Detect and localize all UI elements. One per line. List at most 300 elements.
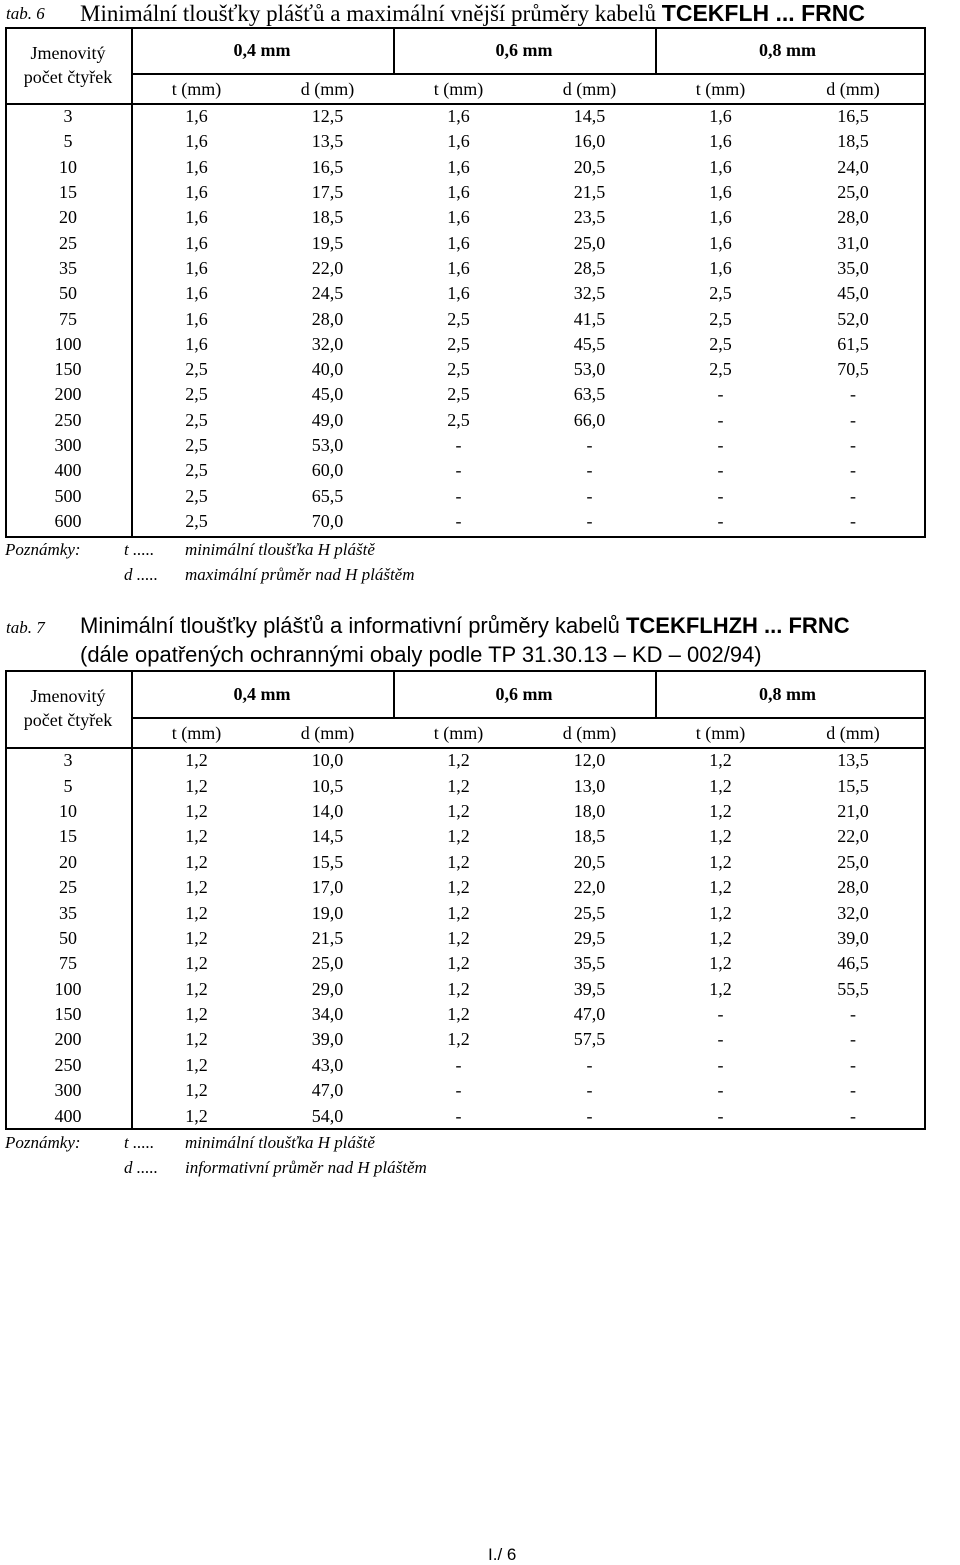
table6-row (5, 281, 920, 306)
table6-value-cell: 28,0 (311, 308, 344, 329)
table7-value-cell: 39,0 (837, 927, 869, 948)
table7-quad-count-cell: 100 (54, 978, 82, 999)
table6-value-cell: 70,0 (311, 510, 344, 531)
table7-value-cell: 43,0 (311, 1054, 344, 1075)
table7-value-cell: 21,5 (311, 927, 344, 948)
table7-value-cell: 17,0 (311, 877, 344, 898)
table6-row (5, 104, 920, 129)
table7-value-cell: 1,2 (447, 978, 470, 999)
table7-value-cell: 1,2 (447, 800, 470, 821)
table7-value-cell: 10,0 (311, 750, 344, 771)
table7-body (5, 748, 920, 1129)
table7-quad-count-cell: 15 (59, 826, 77, 847)
table6-row (5, 382, 920, 407)
table7-value-cell: 1,2 (185, 978, 208, 999)
table7-value-cell: - (717, 1029, 724, 1050)
table6-value-cell: 32,0 (311, 333, 344, 354)
table6-value-cell: - (717, 384, 724, 405)
table6-value-cell: 1,6 (447, 283, 470, 304)
table7-value-cell: 1,2 (709, 902, 732, 923)
table7-value-cell: 29,5 (573, 927, 606, 948)
table7-value-cell: 1,2 (709, 826, 732, 847)
table6-value-cell: 13,5 (311, 131, 344, 152)
table7-value-cell: 1,2 (709, 800, 732, 821)
table7-row (5, 799, 920, 824)
table7-value-cell: - (850, 1080, 856, 1101)
table7-value-cell: 1,2 (185, 953, 208, 974)
table7-value-cell: 18,0 (573, 800, 606, 821)
table6-value-cell: 1,6 (709, 257, 732, 278)
page-number: I./ 6 (488, 1545, 517, 1564)
table6-value-cell: 1,6 (447, 207, 470, 228)
table6-value-cell: 31,0 (837, 232, 869, 253)
table7-value-cell: 1,2 (185, 1105, 208, 1126)
table6-value-cell: 52,0 (837, 308, 869, 329)
table6-title (80, 0, 865, 27)
table6-value-cell: 1,6 (447, 156, 470, 177)
table6-value-cell: 40,0 (311, 359, 344, 380)
table6-row (5, 155, 920, 180)
table7-title (80, 613, 850, 639)
table6-header-group-08: 0,8 mm (759, 40, 816, 60)
table6-header-group-06: 0,6 mm (495, 40, 553, 60)
table6-subheader-cell: t (mm) (695, 78, 746, 99)
table7-subheader-cell: t (mm) (695, 722, 746, 743)
table6-value-cell: - (455, 460, 462, 481)
table6-quad-count-cell: 3 (63, 106, 73, 127)
table7-value-cell: 1,2 (447, 877, 470, 898)
table7-value-cell: 25,0 (837, 851, 869, 872)
table7-note-t-text: minimální tloušťka H pláště (185, 1133, 375, 1152)
table6-value-cell: 16,0 (573, 131, 606, 152)
table6-value-cell: 1,6 (447, 257, 470, 278)
table7-value-cell: - (717, 1105, 724, 1126)
table6-row (5, 458, 920, 483)
table6-subheader-cell: d (mm) (300, 78, 355, 99)
table7-value-cell: 25,0 (311, 953, 344, 974)
table7-value-cell: - (850, 1029, 856, 1050)
table6-subheader-cell: t (mm) (433, 78, 484, 99)
table6-value-cell: 2,5 (447, 384, 470, 405)
table6-value-cell: 20,5 (573, 156, 606, 177)
table6-value-cell: 61,5 (837, 333, 869, 354)
table6-value-cell: 53,0 (573, 359, 606, 380)
table7-quad-count-cell: 150 (54, 1004, 82, 1025)
table7-row (5, 1053, 920, 1078)
table6-header-quads: Jmenovitý počet čtyřek (23, 43, 113, 87)
table6-value-cell: 14,5 (573, 106, 606, 127)
table6-value-cell: - (586, 435, 593, 455)
table6-value-cell: - (717, 510, 724, 531)
table7-value-cell: 18,5 (573, 826, 606, 847)
table7-value-cell: 22,0 (837, 826, 869, 847)
table6-value-cell: 2,5 (447, 359, 470, 380)
table7-notes-label: Poznámky: (5, 1133, 81, 1152)
table6-value-cell: 1,6 (185, 283, 208, 304)
table6-value-cell: 1,6 (709, 182, 732, 203)
table7-value-cell: 1,2 (709, 750, 732, 771)
table7-row (5, 1103, 920, 1128)
table7-row (5, 977, 920, 1002)
table7-subheader-cell: d (mm) (826, 722, 880, 743)
table7-value-cell: 25,5 (573, 902, 606, 923)
table6-row (5, 483, 920, 508)
table7-value-cell: 13,5 (837, 750, 869, 771)
table6-value-cell: 16,5 (311, 156, 344, 177)
table6-value-cell: 1,6 (185, 207, 208, 228)
table7-value-cell: 46,5 (837, 953, 869, 974)
table6-value-cell: - (717, 435, 724, 455)
table7-row (5, 900, 920, 925)
table7-value-cell: 1,2 (447, 953, 470, 974)
table7-quad-count-cell: 25 (59, 877, 77, 898)
table6-value-cell: 18,5 (311, 207, 344, 228)
table6-value-cell: 45,5 (573, 333, 606, 354)
table6-quad-count-cell: 50 (59, 283, 77, 304)
table6-value-cell: 1,6 (709, 106, 732, 127)
table6-title-product: TCEKFLH ... FRNC (661, 0, 865, 26)
table7-row (5, 1078, 920, 1103)
table7-value-cell: 29,0 (311, 978, 344, 999)
table6-value-cell: 49,0 (311, 409, 344, 430)
table6-row (5, 357, 920, 382)
table6-row (5, 408, 920, 433)
table7-value-cell: 21,0 (837, 800, 869, 821)
table6-value-cell: 1,6 (447, 106, 470, 127)
table6-value-cell: 2,5 (447, 308, 470, 329)
table6-value-cell: 32,5 (573, 283, 606, 304)
table6-value-cell: 41,5 (573, 308, 606, 329)
table6-value-cell: 2,5 (185, 409, 208, 430)
table6-value-cell: 1,6 (185, 257, 208, 278)
table6-value-cell: 2,5 (185, 435, 208, 455)
table7-header-group-06: 0,6 mm (495, 683, 553, 704)
table7-quad-count-cell: 400 (54, 1105, 82, 1126)
table6-value-cell: 2,5 (447, 409, 470, 430)
table7-value-cell: - (717, 1054, 724, 1075)
table6-quad-count-cell: 150 (54, 359, 82, 380)
table7-value-cell: 1,2 (185, 1004, 208, 1025)
table7-value-cell: 1,2 (447, 1029, 470, 1050)
table7-quad-count-cell: 300 (54, 1080, 82, 1101)
table6-subheader-cell: t (mm) (171, 78, 222, 99)
table6-value-cell: 2,5 (185, 460, 208, 481)
table6-title-text: Minimální tloušťky plášťů a maximální vnější průměry kabelů (80, 1, 662, 26)
table7-quad-count-cell: 10 (59, 800, 77, 821)
table7-subheader-row (5, 718, 920, 748)
table6-row (5, 129, 920, 154)
table7-quad-count-cell: 250 (54, 1054, 82, 1075)
table6-value-cell: 2,5 (185, 359, 208, 380)
table6-quad-count-cell: 5 (63, 131, 73, 152)
table6-value-cell: 2,5 (709, 308, 732, 329)
table7-quad-count-cell: 50 (59, 927, 77, 948)
table6-value-cell: 12,5 (311, 106, 344, 127)
table7-value-cell: 1,2 (185, 750, 208, 771)
table6-value-cell: 25,0 (837, 182, 869, 203)
table6-value-cell: 1,6 (709, 207, 732, 228)
table6-value-cell: 63,5 (573, 384, 606, 405)
table6-value-cell: 1,6 (185, 156, 208, 177)
table7-row (5, 1002, 920, 1027)
table6-value-cell: 1,6 (447, 131, 470, 152)
table6-value-cell: 23,5 (573, 207, 606, 228)
table6-note-d-key: d ..... (124, 565, 158, 584)
table6-value-cell: 1,6 (185, 131, 208, 152)
table6-value-cell: 2,5 (709, 283, 732, 304)
table7-value-cell: 55,5 (837, 978, 869, 999)
table6-value-cell: 2,5 (709, 359, 732, 380)
table6-quad-count-cell: 15 (59, 182, 77, 203)
table6-value-cell: - (850, 510, 856, 531)
table7-title-text: Minimální tloušťky plášťů a informativní průměry kabelů (80, 613, 626, 638)
table7-value-cell: 1,2 (185, 851, 208, 872)
table6-row (5, 230, 920, 255)
table6-value-cell: 45,0 (311, 384, 344, 405)
table7-value-cell: 1,2 (185, 826, 208, 847)
table7-subheader-cell: t (mm) (433, 722, 484, 743)
table7-value-cell: - (586, 1054, 593, 1075)
table7-value-cell: 47,0 (311, 1080, 344, 1101)
table6-value-cell: - (717, 409, 724, 430)
table7-row (5, 875, 920, 900)
table6-subheader-cell: d (mm) (826, 78, 880, 99)
table7-quad-count-cell: 5 (63, 775, 73, 796)
table6-subheader-cell: d (mm) (562, 78, 617, 99)
table7-note-t-key: t ..... (124, 1133, 155, 1152)
table6-value-cell: 60,0 (311, 460, 344, 481)
table6-value-cell: 2,5 (185, 485, 208, 506)
table6-value-cell: 1,6 (709, 131, 732, 152)
table7-quad-count-cell: 75 (59, 953, 77, 974)
table6-note-t-key: t ..... (124, 540, 155, 559)
table7-value-cell: 1,2 (709, 978, 732, 999)
table7-value-cell: 57,5 (573, 1029, 606, 1050)
table7-value-cell: - (850, 1004, 856, 1025)
table6-value-cell: 2,5 (185, 510, 208, 531)
table7-label: tab. 7 (6, 618, 45, 637)
table6-quad-count-cell: 200 (54, 384, 82, 405)
table7-subtitle: (dále opatřených ochrannými obaly podle TP 31.30.13 – KD – 002/94) (80, 642, 762, 667)
table6-value-cell: 45,0 (837, 283, 869, 304)
table7-row (5, 773, 920, 798)
table6-value-cell: 24,5 (311, 283, 344, 304)
table6-value-cell: 35,0 (837, 257, 869, 278)
table7-value-cell: 1,2 (185, 877, 208, 898)
table7-title-product: TCEKFLHZH ... FRNC (625, 613, 850, 638)
table6-value-cell: 17,5 (311, 182, 344, 203)
table6-notes-label: Poznámky: (5, 540, 81, 559)
table7-note-d-key: d ..... (124, 1158, 158, 1177)
table6-value-cell: 1,6 (447, 182, 470, 203)
table7-value-cell: - (586, 1080, 593, 1101)
table6-value-cell: - (717, 485, 724, 506)
table6-value-cell: 28,5 (573, 257, 606, 278)
table6-value-cell: 66,0 (573, 409, 606, 430)
table6-value-cell: 1,6 (185, 232, 208, 253)
table6-row (5, 256, 920, 281)
table7-value-cell: 1,2 (709, 775, 732, 796)
table7-value-cell: 1,2 (709, 927, 732, 948)
table6-row (5, 332, 920, 357)
table7-value-cell: 1,2 (447, 851, 470, 872)
table7 (5, 670, 920, 1129)
table7-value-cell: 1,2 (447, 826, 470, 847)
table7-value-cell: 15,5 (311, 851, 344, 872)
table6-value-cell: 1,6 (185, 333, 208, 354)
table7-quad-count-cell: 35 (59, 902, 77, 923)
table6-quad-count-cell: 75 (59, 308, 77, 329)
table7-row (5, 1027, 920, 1052)
table6-value-cell: 21,5 (573, 182, 606, 203)
table6-header-group-04: 0,4 mm (233, 40, 291, 60)
table6-quad-count-cell: 500 (54, 485, 82, 506)
table6-value-cell: 25,0 (573, 232, 606, 253)
table6-value-cell: - (717, 460, 724, 481)
table6-row (5, 180, 920, 205)
table7-value-cell: 1,2 (447, 927, 470, 948)
table7-value-cell: 15,5 (837, 775, 869, 796)
table7-value-cell: 13,0 (573, 775, 606, 796)
table7-value-cell: 1,2 (185, 927, 208, 948)
table7-quad-count-cell: 3 (63, 750, 73, 771)
table7-value-cell: - (850, 1054, 856, 1075)
table7-value-cell: 1,2 (185, 1054, 208, 1075)
table7-value-cell: - (850, 1105, 856, 1126)
table7-value-cell: 1,2 (185, 1029, 208, 1050)
table7-header-group-08: 0,8 mm (759, 683, 816, 704)
table7-value-cell: 1,2 (185, 1080, 208, 1101)
table6-quad-count-cell: 35 (59, 257, 77, 278)
table7-value-cell: - (455, 1105, 462, 1126)
table7-value-cell: 1,2 (447, 750, 470, 771)
table7-value-cell: 14,5 (311, 826, 344, 847)
table7-quad-count-cell: 20 (59, 851, 77, 872)
table7-value-cell: 1,2 (447, 775, 470, 796)
table6-value-cell: - (455, 510, 462, 531)
table7-value-cell: 1,2 (185, 800, 208, 821)
table6-value-cell: 22,0 (311, 257, 344, 278)
table6-value-cell: - (586, 510, 593, 531)
table6-label: tab. 6 (6, 4, 45, 23)
table6-quad-count-cell: 300 (54, 435, 82, 455)
table6-body (5, 104, 920, 534)
table7-value-cell: 28,0 (837, 877, 869, 898)
table6-value-cell: 19,5 (311, 232, 344, 253)
table7-row (5, 748, 920, 773)
table6-row (5, 205, 920, 230)
table7-subheader-cell: t (mm) (171, 722, 222, 743)
table6-subheader-row (5, 74, 920, 104)
table6-quad-count-cell: 400 (54, 460, 82, 481)
table7-value-cell: 1,2 (709, 877, 732, 898)
table7-note-d-text: informativní průměr nad H pláštěm (185, 1158, 427, 1177)
table7-value-cell: 10,5 (311, 775, 344, 796)
table6-row (5, 306, 920, 331)
table6-note-d-text: maximální průměr nad H pláštěm (185, 565, 415, 584)
table6-value-cell: 28,0 (837, 207, 869, 228)
table7-quad-count-cell: 200 (54, 1029, 82, 1050)
table6-value-cell: 2,5 (709, 333, 732, 354)
table7-value-cell: 1,2 (185, 775, 208, 796)
table6-note-t-text: minimální tloušťka H pláště (185, 540, 375, 559)
table7-value-cell: - (455, 1054, 462, 1075)
table6-value-cell: - (455, 435, 462, 455)
table6-value-cell: - (586, 460, 593, 481)
table7-value-cell: - (717, 1004, 724, 1025)
table7-value-cell: 39,0 (311, 1029, 344, 1050)
table7-value-cell: 1,2 (185, 902, 208, 923)
table6-value-cell: 24,0 (837, 156, 869, 177)
table7-value-cell: 22,0 (573, 877, 606, 898)
table6-value-cell: 53,0 (311, 435, 344, 455)
table6-row (5, 509, 920, 534)
table7-value-cell: 32,0 (837, 902, 869, 923)
table6-value-cell: - (850, 409, 856, 430)
table6-quad-count-cell: 250 (54, 409, 82, 430)
table7-value-cell: 35,5 (573, 953, 606, 974)
table7-value-cell: 12,0 (573, 750, 606, 771)
table6-value-cell: 1,6 (447, 232, 470, 253)
table6-value-cell: - (850, 384, 856, 405)
table7-value-cell: 20,5 (573, 851, 606, 872)
table7-value-cell: - (455, 1080, 462, 1101)
table6-quad-count-cell: 10 (59, 156, 77, 177)
table7-value-cell: 19,0 (311, 902, 344, 923)
table7-value-cell: 39,5 (573, 978, 606, 999)
table7-row (5, 850, 920, 875)
table7-value-cell: 1,2 (709, 953, 732, 974)
table6-row (5, 433, 920, 458)
table6-value-cell: 18,5 (837, 131, 869, 152)
table6-value-cell: 1,6 (709, 232, 732, 253)
table6-value-cell: 16,5 (837, 106, 869, 127)
table7-subheader-cell: d (mm) (562, 722, 617, 743)
table6-value-cell: 2,5 (185, 384, 208, 405)
table7-value-cell: - (586, 1105, 593, 1126)
table7-value-cell: 1,2 (447, 1004, 470, 1025)
table7-value-cell: 47,0 (573, 1004, 606, 1025)
table6-value-cell: 1,6 (185, 182, 208, 203)
table7-value-cell: - (717, 1080, 724, 1101)
table6-value-cell: 1,6 (185, 308, 208, 329)
table6-value-cell: - (850, 435, 856, 455)
table7-value-cell: 54,0 (311, 1105, 344, 1126)
table7-row (5, 824, 920, 849)
table6 (5, 27, 920, 534)
table7-row (5, 951, 920, 976)
table6-quad-count-cell: 600 (54, 510, 82, 531)
table6-value-cell: - (586, 485, 593, 506)
table6-value-cell: 2,5 (447, 333, 470, 354)
table6-quad-count-cell: 20 (59, 207, 77, 228)
table6-value-cell: - (455, 485, 462, 506)
table7-subheader-cell: d (mm) (300, 722, 355, 743)
table6-value-cell: 70,5 (837, 359, 869, 380)
table6-value-cell: 1,6 (709, 156, 732, 177)
table6-quad-count-cell: 100 (54, 333, 82, 354)
table7-header-group-04: 0,4 mm (233, 683, 291, 704)
table7-value-cell: 34,0 (311, 1004, 344, 1025)
table7-value-cell: 14,0 (311, 800, 344, 821)
table7-value-cell: 1,2 (709, 851, 732, 872)
table6-quad-count-cell: 25 (59, 232, 77, 253)
table6-value-cell: - (850, 460, 856, 481)
table6-value-cell: - (850, 485, 856, 506)
table7-value-cell: 1,2 (447, 902, 470, 923)
table6-value-cell: 65,5 (311, 485, 344, 506)
table6-value-cell: 1,6 (185, 106, 208, 127)
